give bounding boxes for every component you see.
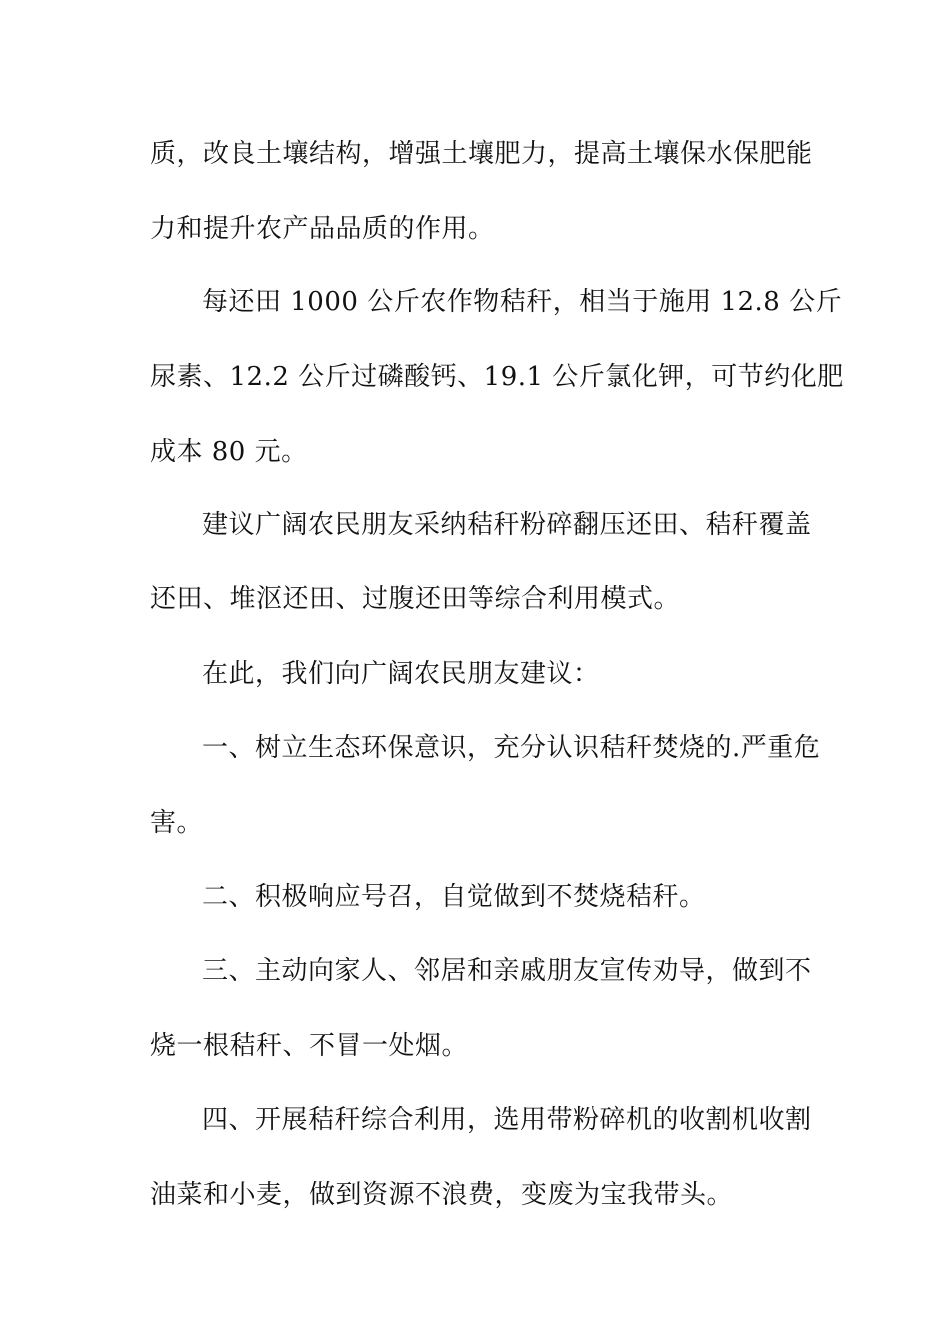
text-line: 还田、堆沤还田、过腹还田等综合利用模式。 xyxy=(150,584,681,614)
text-line: 力和提升农产品品质的作用。 xyxy=(150,214,495,244)
text-line: 尿素、12.2 公斤过磷酸钙、19.1 公斤氯化钾，可节约化肥 xyxy=(150,362,844,392)
text-line: 成本 80 元。 xyxy=(150,437,308,467)
text-line: 油菜和小麦，做到资源不浪费，变废为宝我带头。 xyxy=(150,1180,734,1210)
text-line: 质，改良土壤结构，增强土壤肥力，提高土壤保水保肥能 xyxy=(150,139,813,169)
paragraph-start: 四、开展秸秆综合利用，选用带粉碎机的收割机收割 xyxy=(202,1105,812,1135)
paragraph-start: 建议广阔农民朋友采纳秸秆粉碎翻压还田、秸秆覆盖 xyxy=(202,510,812,540)
paragraph-start: 三、主动向家人、邻居和亲戚朋友宣传劝导，做到不 xyxy=(202,956,812,986)
paragraph-start: 一、树立生态环保意识，充分认识秸秆焚烧的.严重危 xyxy=(202,733,821,763)
paragraph-start: 二、积极响应号召，自觉做到不焚烧秸秆。 xyxy=(202,882,706,912)
paragraph-start: 每还田 1000 公斤农作物秸秆，相当于施用 12.8 公斤 xyxy=(202,287,843,317)
text-line: 害。 xyxy=(150,808,204,838)
text-line: 烧一根秸秆、不冒一处烟。 xyxy=(150,1031,469,1061)
paragraph-start: 在此，我们向广阔农民朋友建议： xyxy=(202,659,600,689)
